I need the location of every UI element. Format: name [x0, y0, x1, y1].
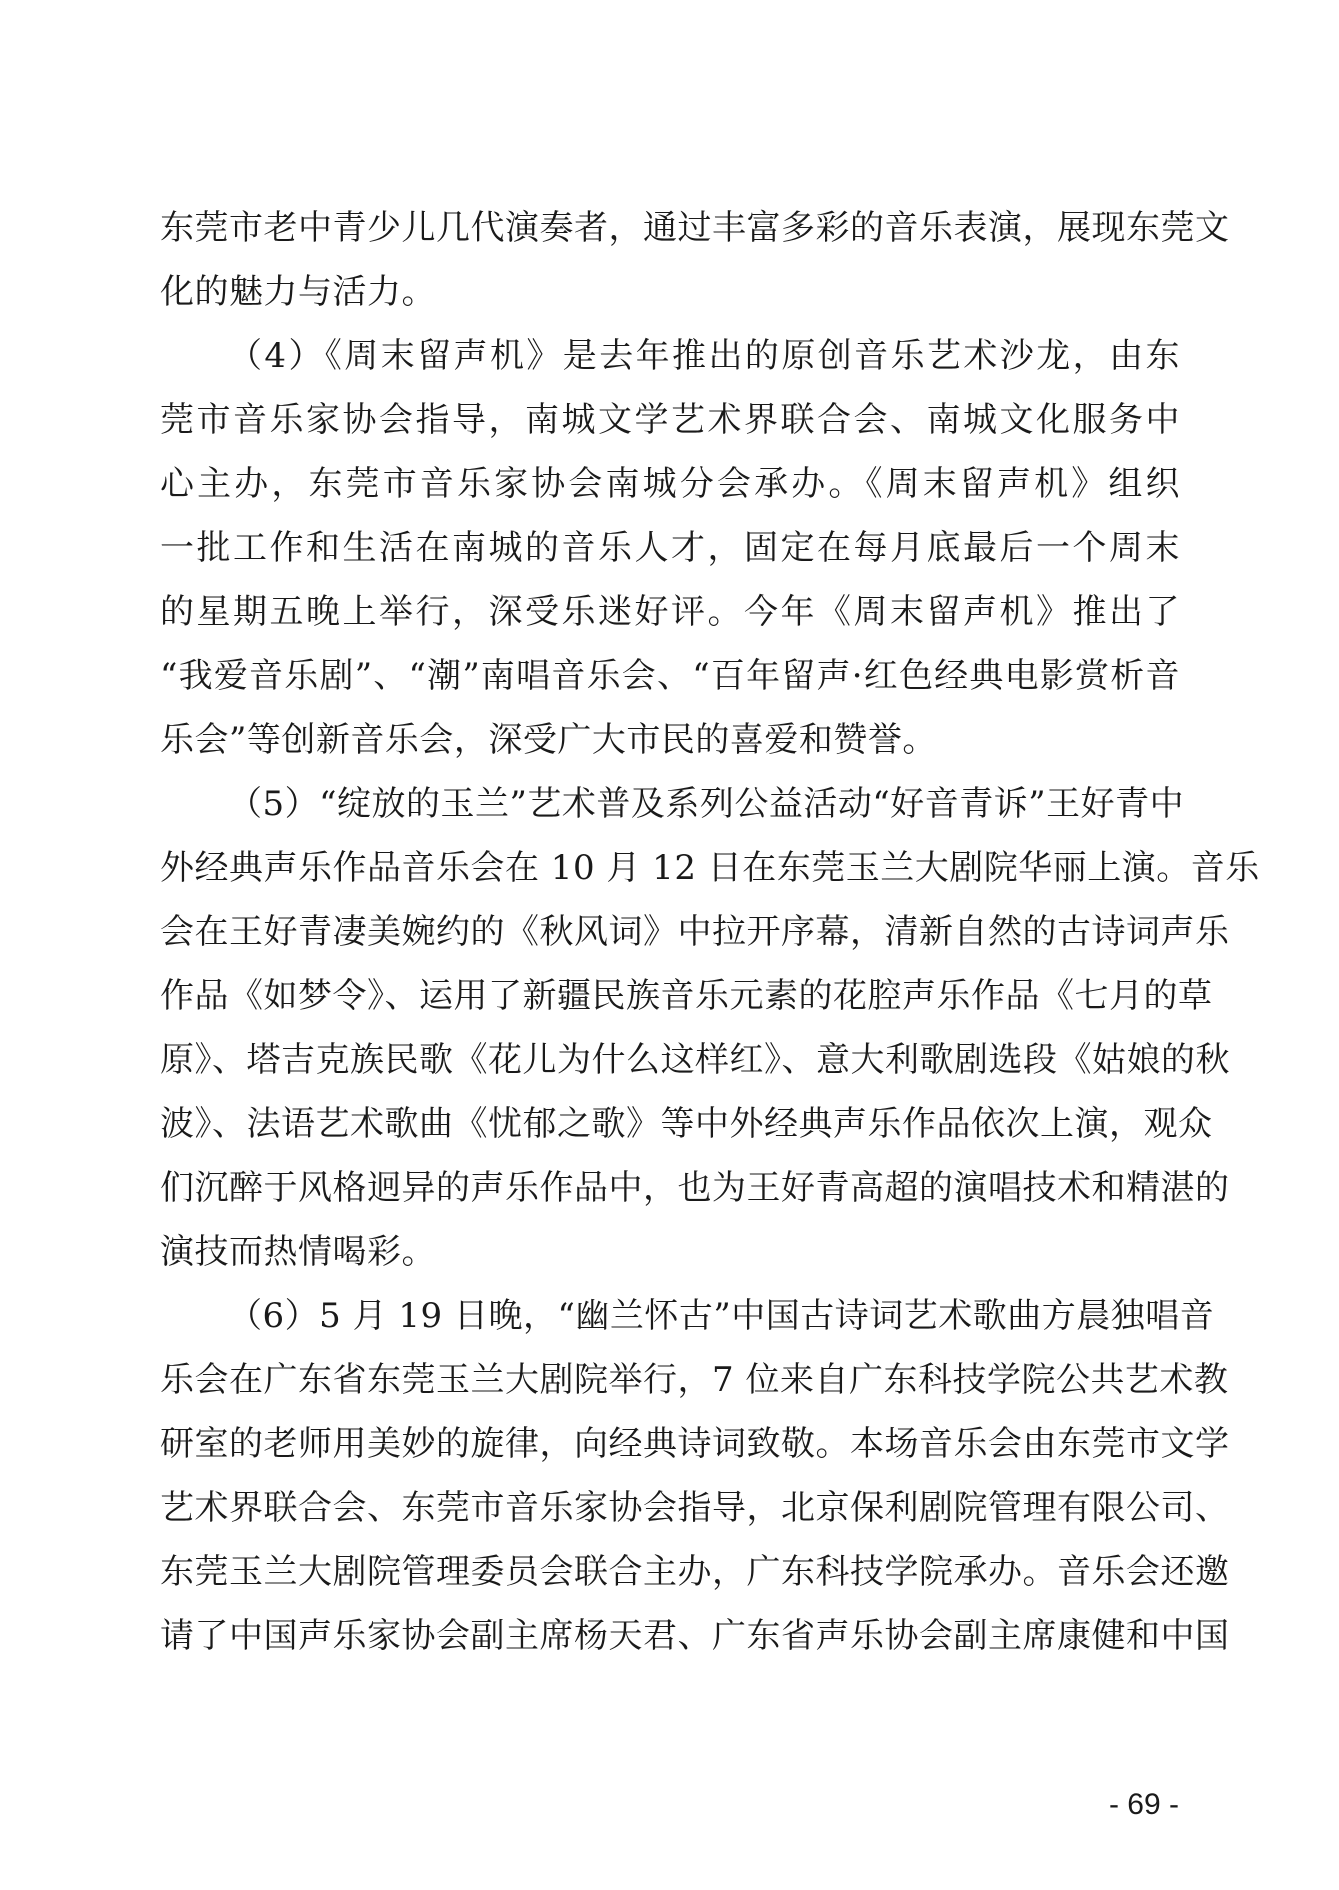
document-body: [160, 196, 1260, 1668]
text-line: 演技而热情喝彩。: [160, 1232, 436, 1272]
text-line: 们沉醉于风格迥异的声乐作品中，也为王好青高超的演唱技术和精湛的: [160, 1168, 1230, 1208]
text-line: “我爱音乐剧”、“潮”南唱音乐会、“百年留声·红色经典电影赏析音: [160, 656, 1180, 696]
text-line: 艺术界联合会、东莞市音乐家协会指导，北京保利剧院管理有限公司、: [160, 1488, 1230, 1528]
text-line: 莞市音乐家协会指导，南城文学艺术界联合会、南城文化服务中: [160, 400, 1180, 440]
text-line: 波》、法语艺术歌曲《忧郁之歌》等中外经典声乐作品依次上演，观众: [160, 1104, 1213, 1144]
text-line: 的星期五晚上举行，深受乐迷好评。今年《周末留声机》推出了: [160, 592, 1180, 632]
text-line: 东莞市老中青少儿几代演奏者，通过丰富多彩的音乐表演，展现东莞文: [160, 208, 1230, 248]
text-line: 一批工作和生活在南城的音乐人才，固定在每月底最后一个周末: [160, 528, 1180, 568]
paragraph-item-6: [160, 1284, 1230, 1668]
text-line: 化的魅力与活力。: [160, 272, 436, 312]
text-line: 外经典声乐作品音乐会在 10 月 12 日在东莞玉兰大剧院华丽上演。音乐: [160, 848, 1260, 888]
paragraph-item-4: [160, 324, 1180, 772]
text-line: 乐会”等创新音乐会，深受广大市民的喜爱和赞誉。: [160, 720, 937, 760]
text-line: 会在王好青凄美婉约的《秋风词》中拉开序幕，清新自然的古诗词声乐: [160, 912, 1230, 952]
text-line: 研室的老师用美妙的旋律，向经典诗词致敬。本场音乐会由东莞市文学: [160, 1424, 1230, 1464]
text-line: 乐会在广东省东莞玉兰大剧院举行，7 位来自广东科技学院公共艺术教: [160, 1360, 1229, 1400]
text-line: （5）“绽放的玉兰”艺术普及系列公益活动“好音青诉”王好青中: [228, 784, 1185, 824]
text-line: 东莞玉兰大剧院管理委员会联合主办，广东科技学院承办。音乐会还邀: [160, 1552, 1230, 1592]
text-line: 原》、塔吉克族民歌《花儿为什么这样红》、意大利歌剧选段《姑娘的秋: [160, 1040, 1230, 1080]
page-number: - 69 -: [1108, 1788, 1179, 1821]
text-line: （6）5 月 19 日晚，“幽兰怀古”中国古诗词艺术歌曲方晨独唱音: [228, 1296, 1215, 1336]
paragraph-item-5: [160, 772, 1260, 1284]
text-line: （4）《周末留声机》是去年推出的原创音乐艺术沙龙，由东: [228, 336, 1180, 376]
paragraph-continuation: [160, 196, 1230, 324]
text-line: 作品《如梦令》、运用了新疆民族音乐元素的花腔声乐作品《七月的草: [160, 976, 1213, 1016]
text-line: 心主办，东莞市音乐家协会南城分会承办。《周末留声机》组织: [160, 464, 1180, 504]
text-line: 请了中国声乐家协会副主席杨天君、广东省声乐协会副主席康健和中国: [160, 1616, 1230, 1656]
